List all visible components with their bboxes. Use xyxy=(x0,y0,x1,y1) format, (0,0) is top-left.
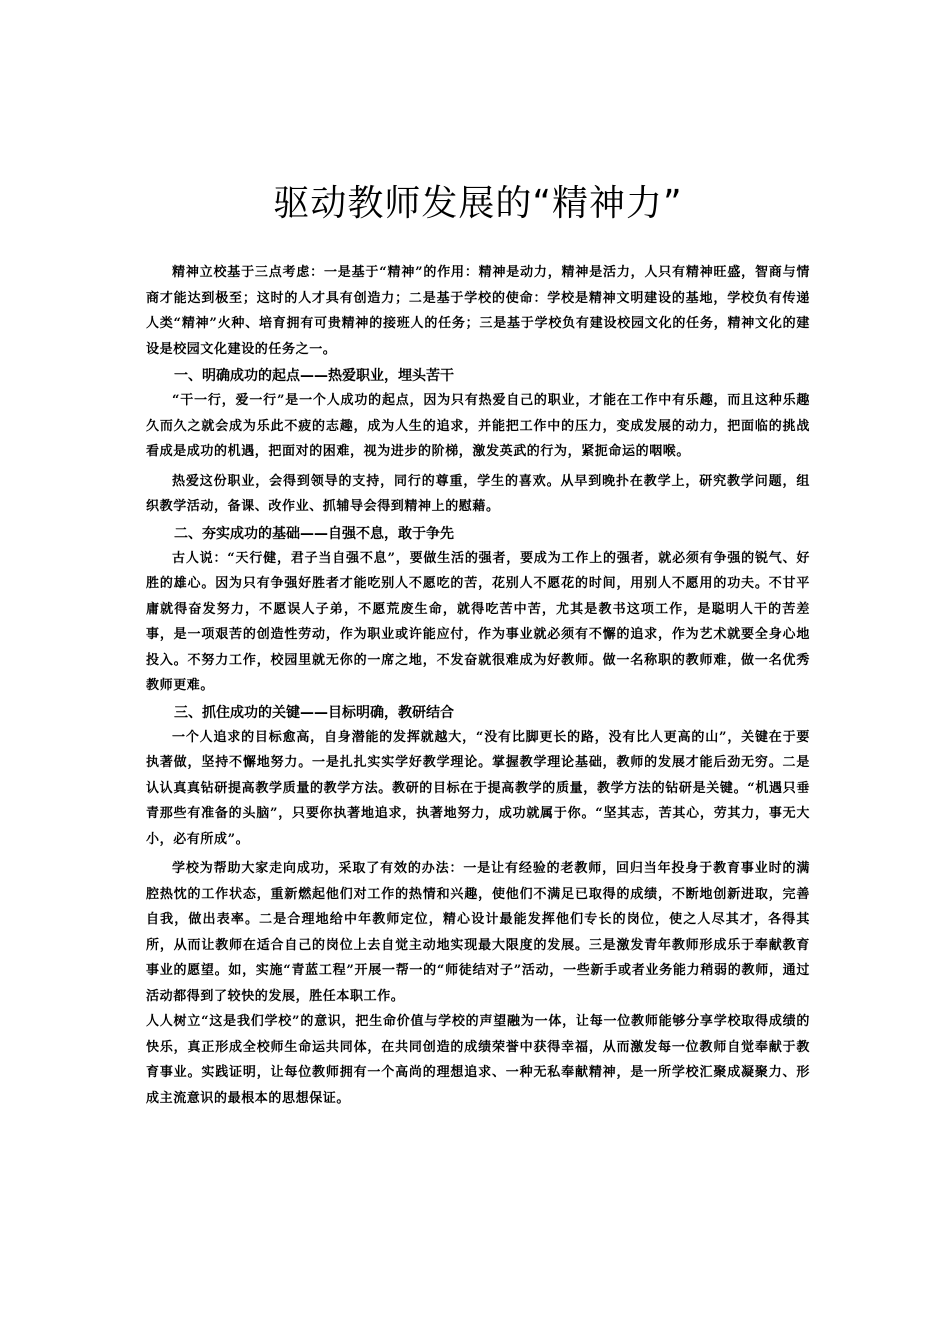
section-1-paragraph-2: 热爱这份职业，会得到领导的支持，同行的尊重，学生的喜欢。从早到晚扑在教学上，研究教学问题，组织教学活动，备课、改作业、抓辅导会得到精神上的慰藉。 xyxy=(146,473,810,514)
section-1-paragraph-1: “干一行，爱一行”是一个人成功的起点，因为只有热爱自己的职业，才能在工作中有乐趣，而且这种乐趣久而久之就会成为乐此不疲的志趣，成为人生的追求，并能把工作中的压力，变成发展的动力，把面临的挑战看成是成功的机遇，把面对的困难，视为进步的阶梯，激发英武的行为，紧扼命运的咽喉。 xyxy=(146,393,810,459)
page-title: 驱动教师发展的“精神力” xyxy=(273,183,683,224)
section-3-paragraph-1: 一个人追求的目标愈高，自身潜能的发挥就越大，“没有比脚更长的路，没有比人更高的山”，关键在于要执著做，坚持不懈地努力。一是扎扎实实学好教学理论。掌握教学理论基础，教师的发展才能后劲无穷。二是认认真真钻研提高教学质量的教学方法。教研的目标在于提高教学的质量，教学方法的钻研是关键。“机遇只垂青那些有准备的头脑”，只要你执著地追求，执著地努力，成功就属于你。“坚其志，苦其心，劳其力，事无大小，必有所成”。 xyxy=(146,729,810,847)
document-page xyxy=(146,178,810,1111)
intro-paragraph: 精神立校基于三点考虑：一是基于“精神”的作用：精神是动力，精神是活力，人只有精神旺盛，智商与情商才能达到极至；这时的人才具有创造力；二是基于学校的使命：学校是精神文明建设的基地，学校负有传递人类“精神”火种、培育拥有可贵精神的接班人的任务；三是基于学校负有建设校园文化的任务，精神文化的建设是校园文化建设的任务之一。 xyxy=(146,265,810,357)
section-heading-2: 二、夯实成功的基础——自强不息，敢于争先 xyxy=(174,525,454,542)
section-2-paragraph-1: 古人说：“天行健，君子当自强不息”，要做生活的强者，要成为工作上的强者，就必须有争强的锐气、好胜的雄心。因为只有争强好胜者才能吃别人不愿吃的苦，花别人不愿花的时间，用别人不愿用的功夫。不甘平庸就得奋发努力，不愿误人子弟，不愿荒废生命，就得吃苦中苦，尤其是教书这项工作，是聪明人干的苦差事，是一项艰苦的创造性劳动，作为职业或许能应付，作为事业就必须有不懈的追求，作为艺术就要全身心地投入。不努力工作，校园里就无你的一席之地，不发奋就很难成为好教师。做一名称职的教师难，做一名优秀教师更难。 xyxy=(146,550,810,693)
section-heading-3: 三、抓住成功的关键——目标明确，教研结合 xyxy=(174,704,454,721)
section-heading-1: 一、明确成功的起点——热爱职业，埋头苦干 xyxy=(174,368,454,384)
closing-paragraph: 人人树立“这是我们学校”的意识，把生命价值与学校的声望融为一体，让每一位教师能够分享学校取得成绩的快乐，真正形成全校师生命运共同体，在共同创造的成绩荣誉中获得幸福，从而激发每一位教师自觉奉献于教育事业。实践证明，让每位教师拥有一个高尚的理想追求、一种无私奉献精神，是一所学校汇聚成凝聚力、形成主流意识的最根本的思想保证。 xyxy=(146,1014,810,1106)
section-3-paragraph-2: 学校为帮助大家走向成功，采取了有效的办法：一是让有经验的老教师，回归当年投身于教育事业时的满腔热忱的工作状态，重新燃起他们对工作的热情和兴趣，使他们不满足已取得的成绩，不断地创新进取，完善自我，做出表率。二是合理地给中年教师定位，精心设计最能发挥他们专长的岗位，使之人尽其才，各得其所，从而让教师在适合自己的岗位上去自觉主动地实现最大限度的发展。三是激发青年教师形成乐于奉献教育事业的愿望。如，实施“青蓝工程”开展一帮一的“师徒结对子”活动，一些新手或者业务能力稍弱的教师，通过活动都得到了较快的发展，胜任本职工作。 xyxy=(146,861,810,1004)
